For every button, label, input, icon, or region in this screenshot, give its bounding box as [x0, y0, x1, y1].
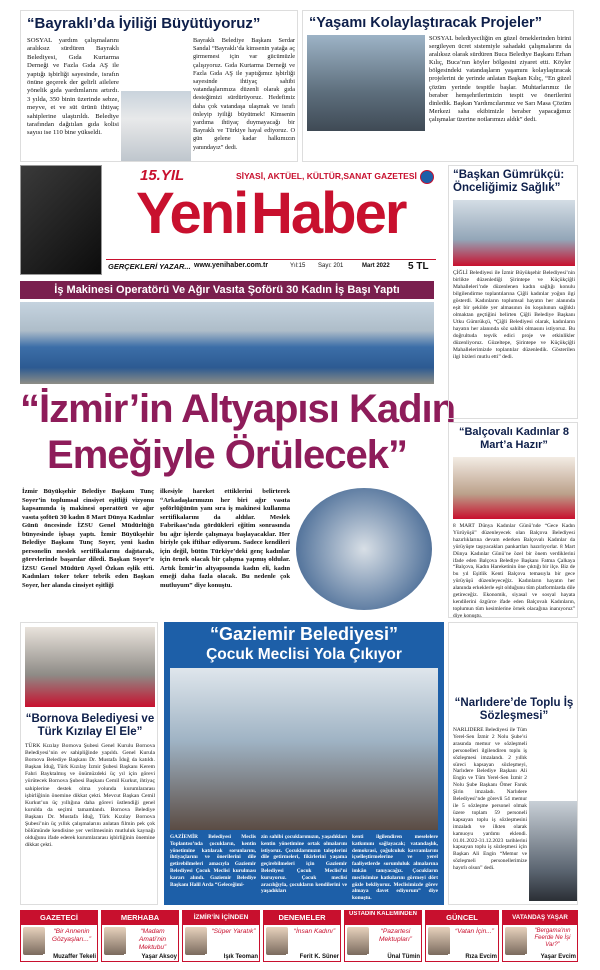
column-title: GAZETECİ	[21, 911, 97, 925]
columnist-avatar	[185, 927, 207, 955]
article-body: GAZİEMİR Belediyesi Meclis Toplantısı’nda çocukların, kentin yönetimine katılarak sorunlarını, ihtiyaçlarını ve önerilerini dile getirebilmeleri amacıyla Gaziemir Belediyesi Çocuk Meclisi kurulması kararı alındı. Gaziemir Belediye Başkanı Halil Arda “Geleceğimi-	[170, 834, 256, 888]
article-body: ÇİĞLİ Belediyesi ile İzmir Büyükşehir Belediyesi’nin birlikte düzenlediği Şirintepe ve Küçükçiğli Mahalleleri’nde düzenlenen kadın sağlığı konulu bilgilendirme toplantılarına Çiğli kadınlar yoğun ilgi gösterdi. Kadınların toplumsal hayatın her alanında eşit bir şekilde yer almasının ön koşulunun sağlıklı olmaktan geçtiğini belirten Çiğli Belediye Başkanı Utku Gümrükçü, “Çiğli Belediyesi olarak, kadınların hayatın her alanında söz sahibi olmasını istiyoruz. Bu doğrultuda teşvik edici proje ve etkinlikler düzenliyoruz. Güzeltepe, Şirintepe ve Küçükçiğli Mahallelerimizde toplantılar düzenledik. Gösterilen ilgi bizleri mutlu etti” dedi.	[453, 270, 575, 360]
gaziemir-article	[164, 622, 444, 905]
column-quote: “Bergama’nın Feerde Ne İşi Var?”	[534, 928, 571, 949]
columnist-avatar	[347, 927, 369, 955]
article-headline: “Gaziemir Belediyesi”	[209, 624, 399, 644]
column-title: VATANDAŞ YAŞAR	[503, 911, 577, 925]
group-photo	[307, 35, 425, 131]
main-body: İzmir Büyükşehir Belediye Başkanı Tunç Soyer’in toplumsal cinsiyet eşitliği vizyonu kapsamında iş makinesi operatörü ve ağır vasıta şoförü 30 kadın 8 Mart Dünya Kadınlar Günü öncesinde İZSU Genel Müdürlüğü bünyesinde işbaşı yaptı. İzmir Büyükşehir Belediye Başkanı Tunç Soyer, yeni kadın personelin meslek sertifikalarını dağıtarak, görevlerinde başarılar diledi. Başkan Soyer’e İZSU Genel Müdürü Aysel Özkan eşlik etti. Kadınları toker teker tebrik eden Başkan Soyer, her alanda cinsiyet eşitliği	[22, 488, 154, 589]
columnist-avatar	[104, 927, 126, 955]
masthead	[106, 165, 436, 277]
column-quote: “İnsan Kadını”	[293, 928, 336, 935]
globe-icon	[420, 170, 434, 184]
anniversary-badge: 15.YIL	[140, 167, 185, 184]
article-body: 8 MART Dünya Kadınlar Günü’nde “Gece Kadın Yürüyüşü” düzenleyecek olan Balçova Belediyesi hazırlıklarına devam ederken Balçovalı Kadınlar da yürüyüşte taşıyacakları pankartları hazırlıyorlar. 8 Mart Dünya Kadınlar Günü’ne özel bir önem verdiklerini ifade eden Balçova Belediye Başkanı Fatma Çalkaya “Balçova, Kadın Hareketinin öne çıktığı bir ilçe. Biz de bu yıl Eşitlik Kenti Balçova temasıyla bir gece yürüyüşü düzenleyeceğiz. Kadınların hayatın her alanında erkeklerle eşit olduğunu tüm platformlarda dile getireceğiz. Ekonomik, siyasal ve sosyal hayata kendilerini özgürce ifade eden Balçovalı Kadınların, toplumun tüm kesimlerine örnek olacağına inanıyoruz” diye konuştu.	[453, 523, 575, 619]
right-article-2	[448, 422, 578, 618]
ceremony-photo	[294, 486, 434, 612]
mayor-photo	[121, 91, 191, 161]
columnist-name: Ferit K. Süner	[286, 954, 339, 960]
article-headline: “Bayraklı’da İyiliği Büyütüyoruz”	[27, 15, 261, 32]
columnist-box[interactable]	[502, 910, 578, 962]
article-body: SOSYAL belediyeciliğin en güzel örneklerinden birini sergileyen ücret sistemiyle sahadaki çalışmalarını da aralıksız olarak sürdüren Buca Belediye Başkanı Erhan Kılıç, Buca’nın köyler bölgesini ziyaret etti. Köyler bölgesindeki vatandaşların yaşamını kolaylaştıracak projelerini de yerinde anlatan Başkan Kılıç, “En güzel çözüm yerinde tespitle başlar. Muhtarlarımız ile beraber hemşehrilerimizin tespit ve önerilerini dinledik. Başkan Yardımcılarımız ve Sarı Masa Çözüm Merkezi saha ekibimizle beraber yapacağımız çalışmalar üzerine notlarımızı aldık” dedi.	[429, 35, 571, 123]
columnist-name: Yaşar Aksoy	[124, 954, 177, 960]
column-quote: “Bir Annenin Gözyaşları...”	[51, 928, 92, 943]
column-title: MERHABA	[102, 911, 178, 925]
mayor-photo	[25, 627, 155, 707]
column-title: DENEMELER	[264, 911, 340, 925]
column-title: İZMİR’İN İÇİNDEN	[183, 911, 259, 925]
children-photo	[170, 668, 438, 830]
columnist-name: Işık Teoman	[205, 954, 258, 960]
columnist-avatar	[23, 927, 45, 955]
columnist-name: Yaşar Evcim	[525, 954, 576, 960]
columnist-box[interactable]	[101, 910, 179, 962]
right-article-3	[448, 622, 578, 905]
column-quote: “Madam Amati’nin Mektubu”	[138, 928, 167, 951]
mayor-photo	[529, 801, 577, 901]
motto: GERÇEKLERİ YAZAR...	[108, 262, 191, 271]
columnist-box[interactable]	[344, 910, 422, 962]
article-body: SOSYAL yardım çalışmalarını aralıksız sürdüren Bayraklı Belediyesi, Gıda Kurtarma Derneği ve Fazla Gıda AŞ ile yaptığı işbirliği sayesinde, israfın önüne geçerek der gelirli ailelere yönelik gıda yardımlarını artırdı. 3 yılda, 350 binin üzerinde sebze, meyve, et ve süt ürünü ihtiyaç sahiplerine ulaştırıldı. Belediye tarafından dağıtılan gıda kolisi sayısı ise 110 bine yükseldi.	[27, 37, 119, 137]
bornova-article	[20, 622, 158, 905]
logo-yeni: Yeni	[136, 181, 248, 246]
columnist-avatar	[428, 927, 450, 955]
ataturk-portrait	[20, 165, 102, 275]
main-body-2: ilkesiyle hareket ettiklerini belirterek “Arkadaşlarımızın her biri ağır vasıta şoförlüğünün yanı sıra iş makinesi kullanma sertifikalarını da aldılar. Meslek Fabrikası’nda gördükleri eğitim sonrasında bu ağır işlerde çalışmaya başlayacaklar. Her biriyle çok iftihar ediyorum. Sadece kendileri için değil, bütün Türkiye’deki genç kadınlar için örnek olacak bir çalışma yapmış oldular. Artık İzmir’in altyapısında kadın eli, kadın emeği daha fazla olacak. Bu nedenle çok mutluyum” diye konuştu.	[160, 488, 290, 589]
website-link[interactable]: www.yenihaber.com.tr	[194, 262, 269, 269]
issue: Sayı: 201	[318, 263, 344, 269]
top-left-article	[20, 10, 298, 162]
mayor-photo	[453, 200, 575, 266]
columnist-name: Ünal Tümin	[367, 954, 420, 960]
columnist-box[interactable]	[20, 910, 98, 962]
columnist-box[interactable]	[182, 910, 260, 962]
article-headline: “Yaşamı Kolaylaştıracak Projeler”	[309, 15, 542, 31]
right-article-1	[448, 165, 578, 419]
columnist-box[interactable]	[263, 910, 341, 962]
column-title: GÜNCEL	[426, 911, 498, 925]
mayor-photo	[453, 457, 575, 519]
article-headline: “Balçovalı Kadınlar 8 Mart’a Hazır”	[458, 426, 570, 451]
article-headline: “Narlıdere’de Toplu İş Sözleşmesi”	[454, 697, 574, 722]
main-headline	[20, 386, 456, 486]
main-kicker: İş Makinesi Operatörü Ve Ağır Vasıta Şoförü 30 Kadın İş Başı Yaptı	[20, 281, 434, 299]
article-body-3: kenti ilgilendiren meselelere katkımını sağlayacak; vatandaşlık, demokrasi, çoğulculuk kavramlarını içselleştirmelerine ve yerel faaliyetlerde sorumluluk almalarına imkân tanıyacağız. Çocukların meclisimize katkılarını görmeyi dört gözle bekliyoruz. Meclisimizde görev almaya davet ediyorum” diye konuştu.	[352, 834, 438, 902]
logo-haber: Haber	[251, 181, 406, 246]
column-quote: “Vatan İçin...”	[455, 928, 494, 935]
columnist-avatar	[266, 927, 288, 955]
top-right-article	[302, 10, 574, 162]
slogan: SİYASİ, AKTÜEL, KÜLTÜR,SANAT GAZETESİ	[236, 171, 417, 181]
main-headline-line1: “İzmir’in Altyapısı Kadın	[20, 387, 456, 431]
column-quote: “Süper Yaratık”	[211, 928, 256, 935]
column-quote: “Pazartesi Mektupları”	[379, 928, 412, 943]
article-body: TÜRK Kızılay Bornova Şubesi Genel Kurulu Bornova Belediyesi’nin ev sahipliğinde yapıldı. Genel Kurula Bornova Belediye Başkanı Dr. Mustafa İduğ da katıldı. Başkan İduğ, Türk Kızılay İzmir Şubesi Başkanı Kerem Fahri Bayktalmış ve önümüzdeki üç yıl için görevi yürütecek Bornova Şubesi Başkanı Cemil Kurkut, ihtiyaç sahiplerine destek olma yolunda kurumlararası işbirliğinin önemine dikkat çekti. Mevcut Başkan Cemil Kurkut’un üç yıllığına daha görevi üstlendiği genel kurulda da seçimi tamamlandı. Bornova Belediye Başkanı Dr. Mustafa İduğ, Türk Kızılay Bornova Şubesi’nin üç yıllık çalışmalarını anlatan filmin pek çok bölümünde kendisine yer verilmesinin mutluluk kaynağı olduğunu ifade ederek kurumlararası işbirliğinin önemine dikkat çekti.	[25, 743, 155, 849]
columnist-name: Muzaffer Tekeli	[43, 954, 96, 960]
date: Mart 2022	[362, 263, 390, 269]
masthead-rule	[106, 259, 436, 260]
workers-photo	[20, 302, 434, 384]
columnist-name: Rıza Evcim	[448, 954, 497, 960]
price: 5 TL	[408, 261, 429, 272]
volume: Yıl:15	[290, 263, 306, 269]
article-body-2: zin sahibi çocuklarımızın, yaşadıkları kentin yönetimine ortak olmalarını istiyoruz. Çocuklarımızın taleplerini dile getirmeleri, fikirlerini yaşama geçirebilmeleri için Gaziemir Belediyesi Çocuk Meclisi’ni kuruyoruz. Çocuk meclisi aracılığıyla, çocukların kendilerini ve yaşadıkları	[261, 834, 347, 895]
main-headline-line2: Emeğiyle Örülecek”	[47, 433, 407, 477]
columnist-box[interactable]	[425, 910, 499, 962]
article-headline: “Başkan Gümrükçü: Önceliğimiz Sağlık”	[453, 169, 565, 194]
article-body: NARLIDERE Belediyesi ile Tüm Yerel-Sen İzmir 2 Nolu Şube’si arasında memur ve sözleşmeli personelleri ilgilendiren toplu iş sözleşmesi imzalandı. 2 yıllık süreci kapsayan sözleşmeyi, Narlıdere Belediye Başkanı Ali Engin ve Tüm Yerel-Sen İzmir 2 Nolu Şube Başkanı Ömer Faruk Şirin imzaladı. Narlıdere Belediyesi’nde görevli 54 memur ile 5 sözleşme personel olmak üzere toplam 59 personeli kapsayan toplu iş sözleşmesini imzaladı ve ilkten olarak kamuoyu yardımı eklendi. 01.01.2022-31.12.2023 tarihlerini kapsayan toplu iş sözleşmesi için Başkan Ali Engin “Memur ve sözleşmeli personellerimize hayırlı olsun” dedi.	[453, 727, 527, 872]
article-headline: “Bornova Belediyesi ve Türk Kızılay El Ele”	[25, 713, 155, 738]
article-body-2: Bayraklı Belediye Başkanı Serdar Sandal “Bayraklı’da kimsenin yatağa aç girmemesi için var gücümüzle çalışıyoruz. Gıda Kurtarma Derneği ve Fazla Gıda AŞ ile yaptığımız işbirliği sayesinde ihtiyaç sahibi vatandaşlarımıza düzenli olarak gıda desteğimizi sürdürüyoruz. Hedefimiz daha çok vatandaşa ulaşmak ve israfı önleyip iyiliği büyütmek! Kimsenin yardıma ihtiyaç duymayacağı bir Bayraklı ve Türkiye hayal ediyoruz. O gün gelene kadar halkımızın yanındayız” dedi.	[193, 37, 295, 151]
column-title: ÜSTADIN KALEMİNDEN	[345, 911, 421, 925]
columnist-avatar	[505, 927, 527, 955]
article-subheadline: Çocuk Meclisi Yola Çıkıyor	[206, 646, 402, 663]
